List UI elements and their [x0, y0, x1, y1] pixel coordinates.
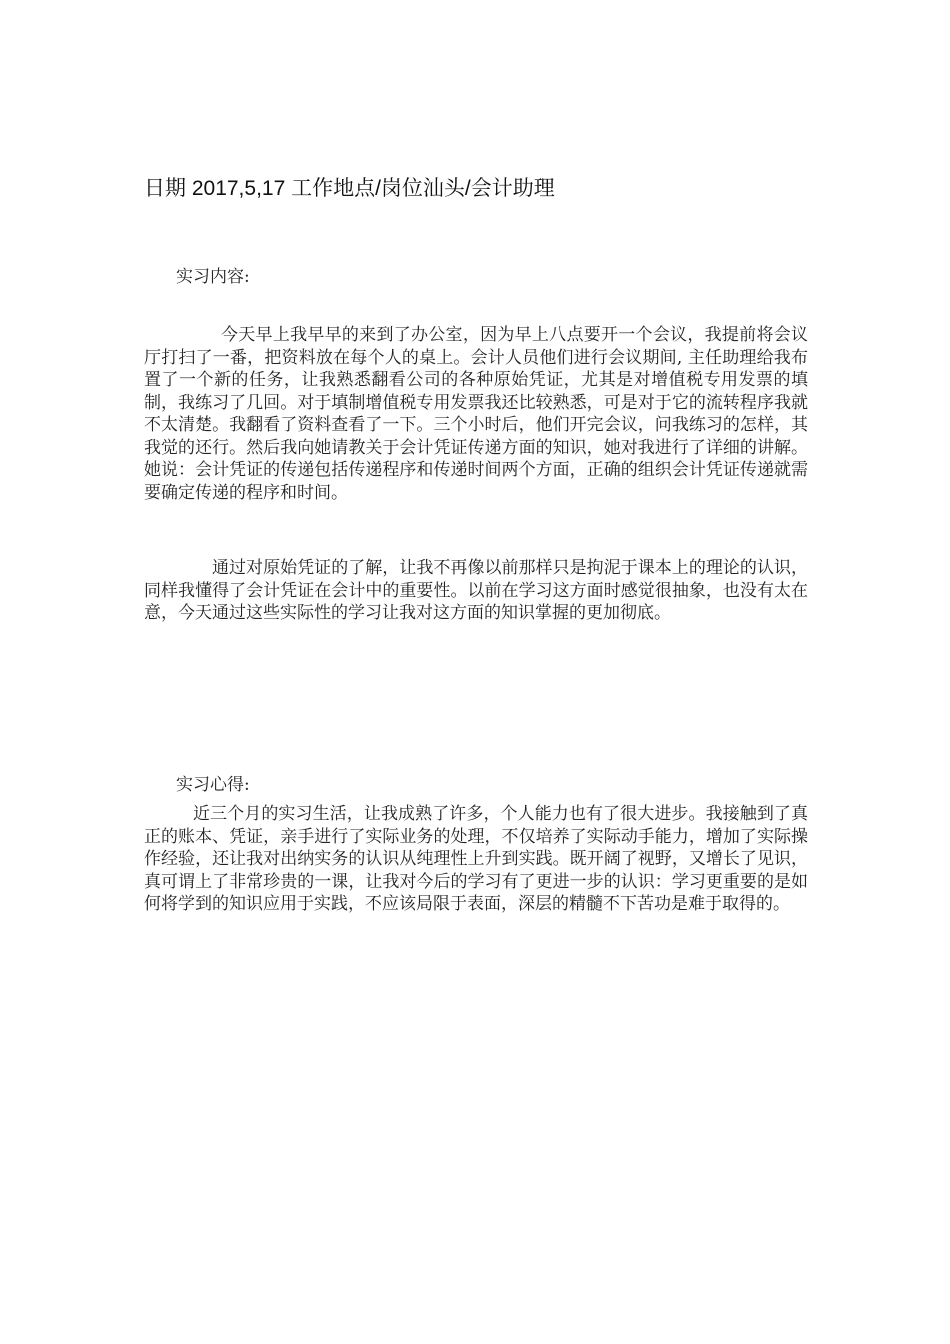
reflection-paragraph: 近三个月的实习生活，让我成熟了许多，个人能力也有了很大进步。我接触到了真正的账本、凭证，亲手进行了实际业务的处理，不仅培养了实际动手能力，增加了实际操作经验，还让我对出纳实务的认识从纯理性上升到实践。既开阔了视野，又增长了见识，真可谓上了非常珍贵的一课，让我对今后的学习有了更进一步的认识：学习更重要的是如何将学到的知识应用于实践，不应该局限于表面，深层的精髓不下苦功是难于取得的。 [144, 804, 808, 914]
content-paragraph-1: 今天早上我早早的来到了办公室，因为早上八点要开一个会议，我提前将会议厅打扫了一番，把资料放在每个人的桌上。会计人员他们进行会议期间, 主任助理给我布置了一个新的任务，让我熟悉翻看公司的各种原始凭证，尤其是对增值税专用发票的填制，我练习了几回。对于填制增值税专用发票我还比较熟悉，可是对于它的流转程序我就不太清楚。我翻看了资料查看了一下。三个小时后，他们开完会议，问我练习的怎样，其我觉的还行。然后我向她请教关于会计凭证传递方面的知识，她对我进行了详细的讲解。她说：会计凭证的传递包括传递程序和传递时间两个方面，正确的组织会计凭证传递就需要确定传递的程序和时间。 [144, 325, 808, 503]
date-location-header: 日期 2017,5,17 工作地点/岗位汕头/会计助理 [144, 177, 555, 200]
content-paragraph-2: 通过对原始凭证的了解，让我不再像以前那样只是拘泥于课本上的理论的认识，同样我懂得了会计凭证在会计中的重要性。以前在学习这方面时感觉很抽象，也没有太在意，今天通过这些实际性的学习让我对这方面的知识掌握的更加彻底。 [144, 558, 808, 623]
internship-reflection-label: 实习心得: [176, 775, 250, 795]
internship-content-label: 实习内容: [176, 267, 250, 287]
